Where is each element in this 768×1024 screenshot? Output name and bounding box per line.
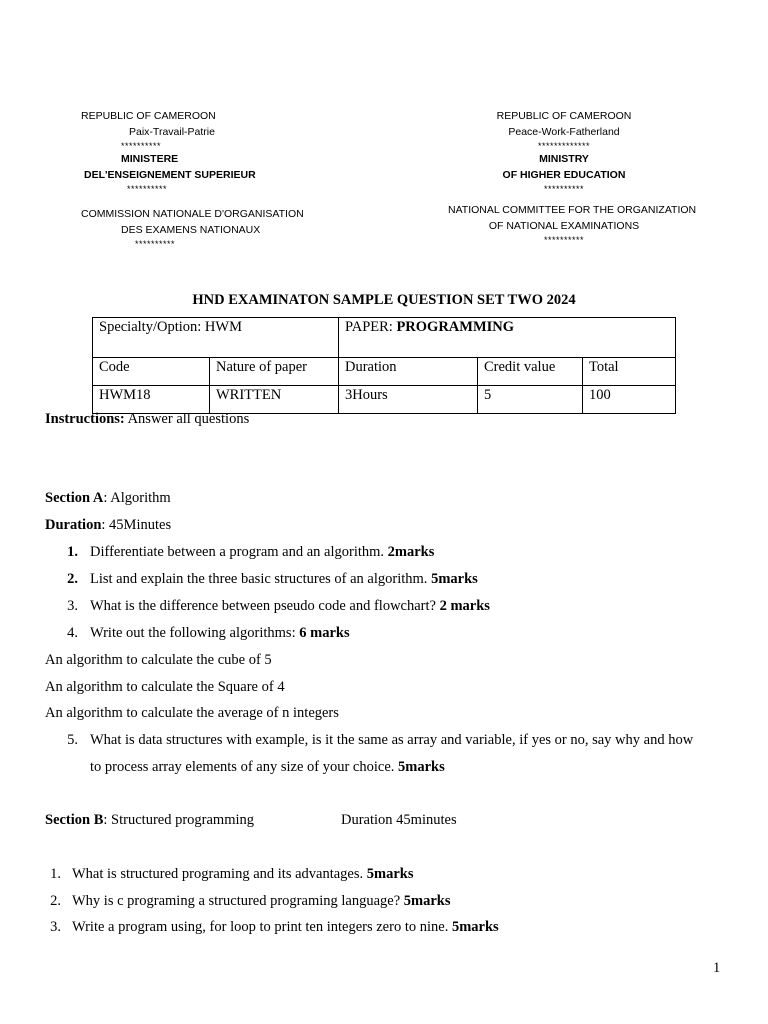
header-right-line2: Peace-Work-Fatherland [508, 125, 620, 138]
qb3-text [72, 919, 499, 936]
header-right-line1: REPUBLIC OF CAMEROON [496, 110, 632, 122]
header-nature: Nature of paper [210, 358, 339, 386]
section-a-label: Section A [45, 490, 104, 506]
instructions [45, 411, 249, 428]
section-b-label: Section B [45, 812, 104, 828]
header-right-stars2: ********** [543, 184, 585, 194]
section-a-duration-label: Duration [45, 517, 102, 533]
qa2-question: List and explain the three basic structures of an algorithm. [90, 571, 432, 587]
document-title: HND EXAMINATON SAMPLE QUESTION SET TWO 2024 [192, 292, 576, 308]
header-right-stars3: ********** [543, 235, 585, 245]
letterhead-right [448, 109, 697, 246]
qa4-marks: 6 marks [299, 625, 350, 641]
page-number: 1 [713, 960, 721, 976]
qb2-marks: 5marks [403, 893, 451, 909]
instructions-text: Answer all questions [124, 411, 250, 427]
sub-item-3: An algorithm to calculate the average of n integers [45, 705, 339, 721]
header-left-line4: DEL'ENSEIGNEMENT SUPERIEUR [84, 168, 256, 181]
header-left-line2: Paix-Travail-Patrie [129, 125, 215, 138]
qa3-question: What is the difference between pseudo code and flowchart? [90, 598, 440, 614]
header-left-line5: COMMISSION NATIONALE D'ORGANISATION [81, 208, 304, 220]
section-b-title: : Structured programming [103, 812, 255, 828]
qa4-text [90, 625, 350, 642]
qb1-number: 1. [50, 866, 61, 882]
qb3-question: Write a program using, for loop to print ten integers zero to nine. [72, 919, 452, 935]
instructions-label: Instructions: [45, 411, 125, 427]
section-a-duration [45, 517, 171, 534]
qb1-question: What is structured programing and its advantages. [72, 866, 367, 882]
qa2-number: 2. [67, 571, 78, 587]
header-left-stars3: ********** [135, 239, 176, 249]
header-left-line6: DES EXAMENS NATIONAUX [121, 223, 261, 236]
qb2-number: 2. [50, 893, 61, 909]
qb2-question: Why is c programing a structured programing language? [72, 893, 404, 909]
qb3-marks: 5marks [451, 919, 499, 935]
qa1-text [90, 544, 434, 561]
header-code: Code [93, 358, 210, 386]
header-duration: Duration [339, 358, 478, 386]
section-a-heading [45, 490, 171, 507]
paper-cell [339, 318, 676, 358]
section-b-duration: Duration 45minutes [341, 812, 457, 828]
header-total: Total [583, 358, 676, 386]
qa3-text [90, 598, 490, 615]
qa2-marks: 5marks [431, 571, 478, 587]
qa1-marks: 2marks [387, 544, 435, 560]
qb1-marks: 5marks [366, 866, 414, 882]
exam-info-table [92, 317, 676, 414]
qa5-marks: 5marks [398, 759, 445, 775]
header-right-line6: OF NATIONAL EXAMINATIONS [488, 219, 640, 232]
header-left-line3: MINISTERE [121, 153, 179, 165]
qa4-number: 4. [67, 625, 78, 641]
value-credit: 5 [478, 386, 583, 414]
qa1-number: 1. [67, 544, 78, 560]
qa3-marks: 2 marks [439, 598, 490, 614]
section-a-title: : Algorithm [103, 490, 171, 506]
qa3-number: 3. [67, 598, 78, 614]
section-a-duration-value: : 45Minutes [101, 517, 172, 533]
value-duration: 3Hours [339, 386, 478, 414]
header-right-line3: MINISTRY [539, 153, 589, 165]
qa5-question-cont: to process array elements of any size of your choice. [90, 759, 399, 775]
value-nature: WRITTEN [210, 386, 339, 414]
qa1-question: Differentiate between a program and an algorithm. [90, 544, 388, 560]
header-right-stars1: ************* [537, 141, 591, 151]
qb2-text [72, 893, 451, 910]
header-right-line4: OF HIGHER EDUCATION [502, 168, 626, 181]
paper-label: PAPER: [345, 319, 397, 335]
paper-value: PROGRAMMING [396, 319, 515, 335]
qa5-text-line2 [90, 759, 445, 776]
specialty-cell: Specialty/Option: HWM [93, 318, 339, 358]
sub-item-1: An algorithm to calculate the cube of 5 [45, 652, 272, 668]
qb1-text [72, 866, 414, 883]
header-credit: Credit value [478, 358, 583, 386]
qa5-text-line1: What is data structures with example, is it the same as array and variable, if yes or no, say why and how [90, 732, 694, 748]
qa4-question: Write out the following algorithms: [90, 625, 300, 641]
qa2-text [90, 571, 478, 588]
header-left-stars2: ********** [127, 184, 168, 194]
header-right-line5: NATIONAL COMMITTEE FOR THE ORGANIZATION [448, 204, 697, 216]
header-left-stars1: ********** [121, 141, 162, 151]
value-code: HWM18 [93, 386, 210, 414]
qb3-number: 3. [50, 919, 61, 935]
qa5-number: 5. [67, 732, 78, 748]
sub-item-2: An algorithm to calculate the Square of 4 [45, 679, 285, 695]
value-total: 100 [583, 386, 676, 414]
section-b-heading [45, 812, 254, 829]
header-left-line1: REPUBLIC OF CAMEROON [81, 110, 216, 122]
letterhead-left [81, 109, 321, 250]
